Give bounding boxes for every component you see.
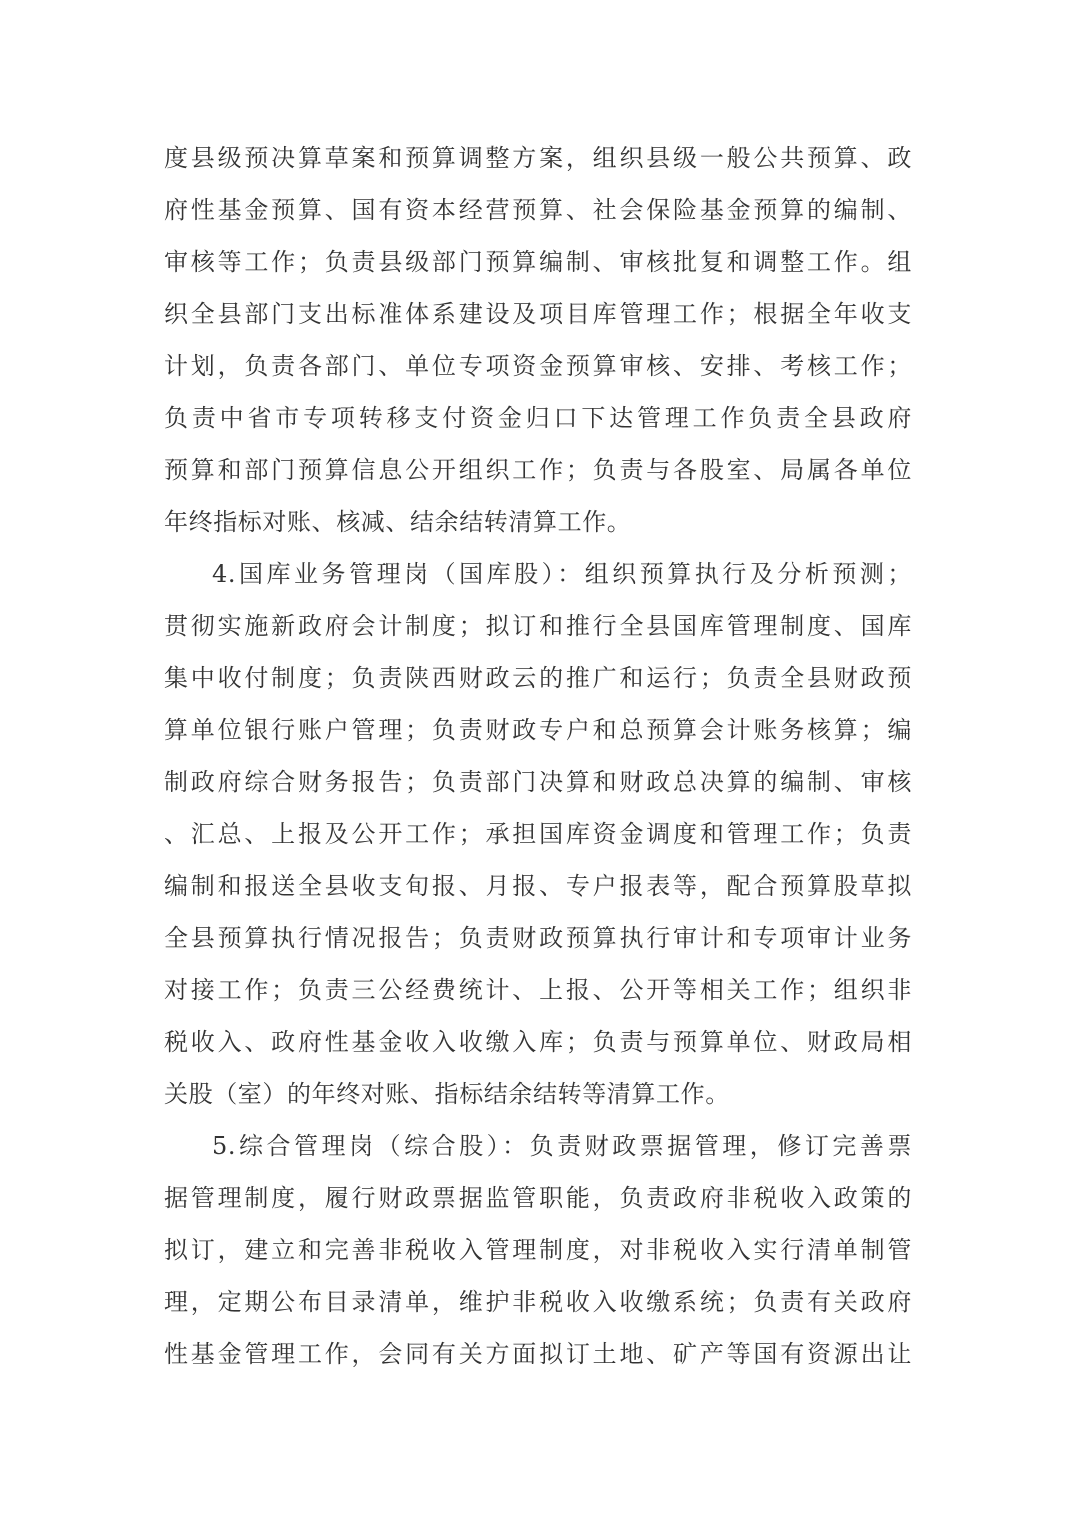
text-line: 关股（室）的年终对账、指标结余结转等清算工作。 <box>164 1080 730 1108</box>
text-line: 、汇总、上报及公开工作；承担国库资金调度和管理工作；负责 <box>164 820 912 848</box>
text-line: 税收入、政府性基金收入收缴入库；负责与预算单位、财政局相 <box>164 1028 912 1056</box>
text-line: 年终指标对账、核减、结余结转清算工作。 <box>164 508 632 536</box>
text-line: 度县级预决算草案和预算调整方案，组织县级一般公共预算、政 <box>164 144 912 172</box>
text-line: 预算和部门预算信息公开组织工作；负责与各股室、局属各单位 <box>164 456 912 484</box>
text-line: 计划，负责各部门、单位专项资金预算审核、安排、考核工作； <box>164 352 912 380</box>
text-line: 织全县部门支出标准体系建设及项目库管理工作；根据全年收支 <box>164 300 912 328</box>
text-line: 负责中省市专项转移支付资金归口下达管理工作负责全县政府 <box>164 404 912 432</box>
body-text <box>164 132 912 1380</box>
text-line: 府性基金预算、国有资本经营预算、社会保险基金预算的编制、 <box>164 196 912 224</box>
text-line: 性基金管理工作，会同有关方面拟订土地、矿产等国有资源出让 <box>164 1340 912 1368</box>
section-heading-line: 4.国库业务管理岗（国库股）：组织预算执行及分析预测； <box>212 560 912 588</box>
section-heading-line: 5.综合管理岗（综合股）：负责财政票据管理，修订完善票 <box>212 1132 912 1160</box>
text-line: 全县预算执行情况报告；负责财政预算执行审计和专项审计业务 <box>164 924 912 952</box>
text-line: 编制和报送全县收支旬报、月报、专户报表等，配合预算股草拟 <box>164 872 912 900</box>
text-line: 审核等工作；负责县级部门预算编制、审核批复和调整工作。组 <box>164 248 912 276</box>
text-line: 制政府综合财务报告；负责部门决算和财政总决算的编制、审核 <box>164 768 912 796</box>
text-line: 贯彻实施新政府会计制度；拟订和推行全县国库管理制度、国库 <box>164 612 912 640</box>
text-line: 对接工作；负责三公经费统计、上报、公开等相关工作；组织非 <box>164 976 912 1004</box>
text-line: 据管理制度，履行财政票据监管职能，负责政府非税收入政策的 <box>164 1184 912 1212</box>
text-line: 拟订，建立和完善非税收入管理制度，对非税收入实行清单制管 <box>164 1236 912 1264</box>
text-line: 理，定期公布目录清单，维护非税收入收缴系统；负责有关政府 <box>164 1288 912 1316</box>
text-line: 集中收付制度；负责陕西财政云的推广和运行；负责全县财政预 <box>164 664 912 692</box>
text-line: 算单位银行账户管理；负责财政专户和总预算会计账务核算；编 <box>164 716 912 744</box>
